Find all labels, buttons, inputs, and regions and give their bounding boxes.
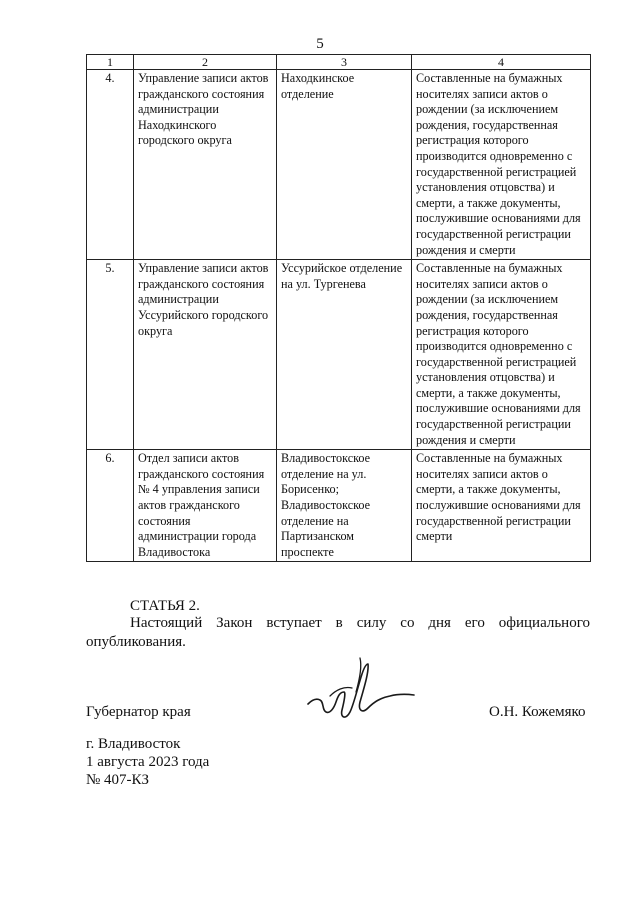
signatory-title: Губернатор края [86,704,191,720]
article-text: Настоящий Закон вступает в силу со дня его официального опубликования. [86,615,590,650]
row-department: Владивостокское отделение на ул. Борисенко; Владивостокское отделение на Партизанском проспекте [277,450,412,562]
table-header-cell: 2 [134,55,277,70]
signing-date: 1 августа 2023 года [86,754,210,770]
article-title: СТАТЬЯ 2. [130,598,200,614]
signatory-name: О.Н. Кожемяко [489,704,586,720]
table-header-cell: 3 [277,55,412,70]
row-department: Уссурийское отделение на ул. Тургенева [277,260,412,450]
row-number: 6. [87,450,134,562]
row-department: Находкинское отделение [277,70,412,260]
row-agency: Управление записи актов гражданского состояния администрации Находкинского городского округа [134,70,277,260]
table-header-cell: 4 [412,55,591,70]
table-header-cell: 1 [87,55,134,70]
signing-city: г. Владивосток [86,736,181,752]
table-row [87,70,591,260]
row-number: 4. [87,70,134,260]
handwritten-signature [300,652,420,732]
table-row [87,260,591,450]
row-number: 5. [87,260,134,450]
registry-table [86,54,591,562]
row-documents: Составленные на бумажных носителях записи актов о рождении (за исключением рождения, государственная регистрация которого производится одновременно с государственной регистрацией установления отцовства) и смерти, а также документы, послужившие основаниями для государственной регистрации рождения и смерти [412,70,591,260]
row-documents: Составленные на бумажных носителях записи актов о смерти, а также документы, послужившие основаниями для государственной регистрации смерти [412,450,591,562]
table-header-row [87,55,591,70]
table-row [87,450,591,562]
law-number: № 407-КЗ [86,772,150,788]
row-documents: Составленные на бумажных носителях записи актов о рождении (за исключением рождения, государственная регистрация которого производится одновременно с государственной регистрацией установления отцовства) и смерти, а также документы, послужившие основаниями для государственной регистрации рождения и смерти [412,260,591,450]
row-agency: Отдел записи актов гражданского состояния № 4 управления записи актов гражданского состояния администрации города Владивостока [134,450,277,562]
page-number: 5 [316,36,324,52]
row-agency: Управление записи актов гражданского состояния администрации Уссурийского городского округа [134,260,277,450]
